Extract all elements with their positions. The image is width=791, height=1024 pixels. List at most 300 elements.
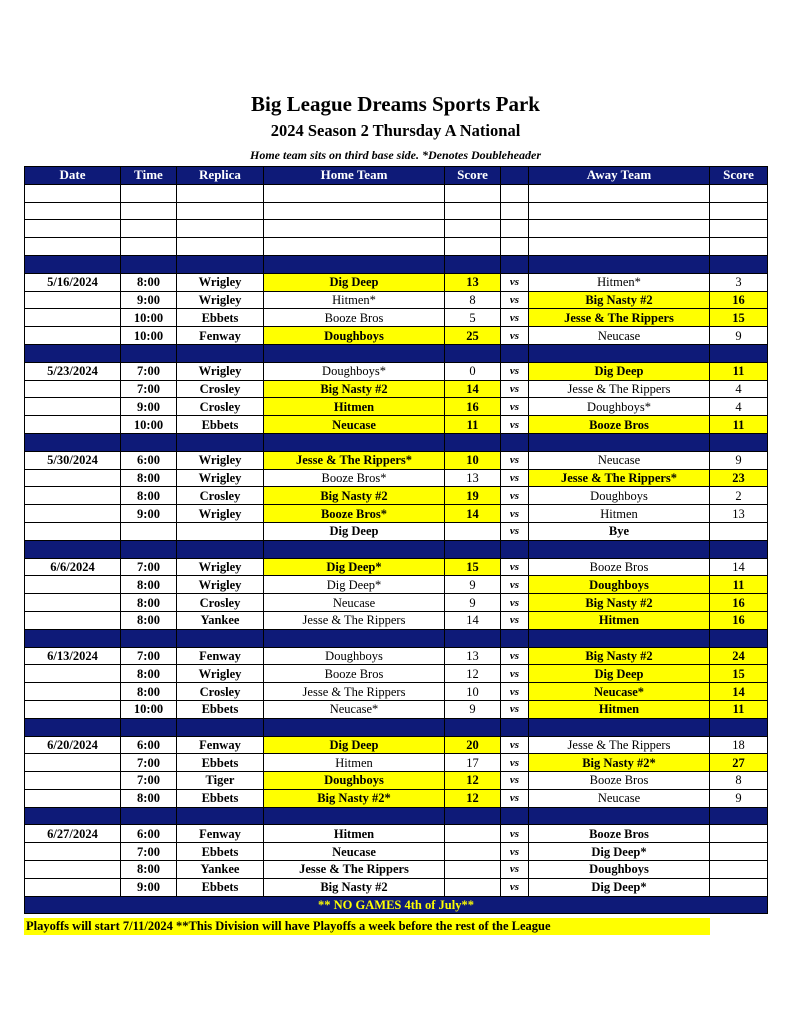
col-header-date: Date: [25, 167, 121, 185]
vs-label: vs: [501, 700, 529, 718]
game-replica: Ebbets: [177, 878, 264, 896]
vs-label: vs: [501, 789, 529, 807]
game-time: 9:00: [121, 398, 177, 416]
home-score: 13: [445, 273, 501, 291]
game-replica: Wrigley: [177, 505, 264, 523]
away-team: Dig Deep*: [529, 878, 710, 896]
home-team: Big Nasty #2: [264, 487, 445, 505]
away-score: [710, 522, 768, 540]
game-replica: Wrigley: [177, 469, 264, 487]
game-row: [25, 522, 768, 540]
away-team: Doughboys: [529, 487, 710, 505]
vs-label: vs: [501, 558, 529, 576]
separator-row: [25, 344, 768, 362]
game-date: [25, 398, 121, 416]
game-replica: Wrigley: [177, 362, 264, 380]
vs-label: vs: [501, 327, 529, 345]
home-score: 9: [445, 700, 501, 718]
home-score: 12: [445, 789, 501, 807]
game-replica: Ebbets: [177, 789, 264, 807]
away-team: Hitmen: [529, 505, 710, 523]
col-header-replica: Replica: [177, 167, 264, 185]
blank-cell: [121, 202, 177, 220]
away-score: 9: [710, 451, 768, 469]
game-row: [25, 843, 768, 861]
game-replica: Ebbets: [177, 700, 264, 718]
home-team: Booze Bros*: [264, 469, 445, 487]
blank-row: [25, 202, 768, 220]
home-score: 17: [445, 754, 501, 772]
away-score: 8: [710, 772, 768, 790]
blank-cell: [177, 220, 264, 238]
away-score: 16: [710, 611, 768, 629]
blank-cell: [529, 184, 710, 202]
blank-cell: [529, 202, 710, 220]
game-date: [25, 700, 121, 718]
blank-cell: [121, 220, 177, 238]
home-score: [445, 861, 501, 879]
game-time: 7:00: [121, 647, 177, 665]
away-score: 13: [710, 505, 768, 523]
separator-row: [25, 629, 768, 647]
game-date: [25, 754, 121, 772]
home-team: Big Nasty #2*: [264, 789, 445, 807]
game-date: 6/13/2024: [25, 647, 121, 665]
vs-label: vs: [501, 362, 529, 380]
game-row: [25, 558, 768, 576]
game-time: 8:00: [121, 576, 177, 594]
blank-cell: [529, 220, 710, 238]
home-score: 14: [445, 380, 501, 398]
game-date: [25, 416, 121, 434]
away-score: 14: [710, 558, 768, 576]
separator-cell: [529, 540, 710, 558]
blank-cell: [710, 238, 768, 256]
game-replica: Yankee: [177, 861, 264, 879]
home-team: Booze Bros: [264, 309, 445, 327]
game-date: [25, 611, 121, 629]
schedule-table: [24, 166, 768, 914]
game-date: [25, 878, 121, 896]
game-date: [25, 861, 121, 879]
col-header-home-score: Score: [445, 167, 501, 185]
away-team: Jesse & The Rippers: [529, 380, 710, 398]
away-score: 11: [710, 362, 768, 380]
game-time: 9:00: [121, 291, 177, 309]
home-score: [445, 825, 501, 843]
vs-label: vs: [501, 398, 529, 416]
home-team: Dig Deep: [264, 273, 445, 291]
game-date: [25, 522, 121, 540]
blank-cell: [177, 184, 264, 202]
game-row: [25, 772, 768, 790]
blank-cell: [501, 202, 529, 220]
blank-cell: [177, 202, 264, 220]
separator-row: [25, 807, 768, 825]
game-row: [25, 611, 768, 629]
home-team: Neucase: [264, 594, 445, 612]
separator-cell: [501, 540, 529, 558]
blank-row: [25, 220, 768, 238]
separator-cell: [445, 629, 501, 647]
game-replica: Crosley: [177, 683, 264, 701]
home-team: Jesse & The Rippers: [264, 683, 445, 701]
game-time: 10:00: [121, 309, 177, 327]
separator-cell: [25, 540, 121, 558]
col-header-home-team: Home Team: [264, 167, 445, 185]
page-note: Home team sits on third base side. *Denotes Doubleheader: [250, 148, 541, 162]
away-score: 15: [710, 309, 768, 327]
separator-cell: [529, 807, 710, 825]
separator-cell: [501, 718, 529, 736]
home-team: Hitmen: [264, 825, 445, 843]
home-team: Hitmen: [264, 754, 445, 772]
vs-label: vs: [501, 754, 529, 772]
away-score: 16: [710, 594, 768, 612]
home-team: Neucase: [264, 843, 445, 861]
game-replica: Wrigley: [177, 273, 264, 291]
separator-cell: [121, 718, 177, 736]
game-row: [25, 789, 768, 807]
game-date: [25, 380, 121, 398]
blank-cell: [501, 238, 529, 256]
away-team: Doughboys: [529, 576, 710, 594]
game-replica: Fenway: [177, 647, 264, 665]
away-team: Neucase: [529, 451, 710, 469]
game-time: 7:00: [121, 843, 177, 861]
game-replica: Crosley: [177, 380, 264, 398]
away-team: Big Nasty #2: [529, 291, 710, 309]
game-row: [25, 825, 768, 843]
separator-cell: [121, 433, 177, 451]
game-date: [25, 665, 121, 683]
away-team: Booze Bros: [529, 825, 710, 843]
blank-cell: [445, 238, 501, 256]
game-replica: [177, 522, 264, 540]
blank-cell: [264, 220, 445, 238]
separator-cell: [264, 807, 445, 825]
away-score: 11: [710, 576, 768, 594]
home-team: Doughboys: [264, 327, 445, 345]
home-team: Dig Deep*: [264, 558, 445, 576]
game-time: 8:00: [121, 487, 177, 505]
separator-cell: [529, 344, 710, 362]
game-time: [121, 522, 177, 540]
game-replica: Ebbets: [177, 843, 264, 861]
separator-cell: [501, 807, 529, 825]
no-games-note: ** NO GAMES 4th of July**: [25, 896, 768, 914]
game-date: [25, 772, 121, 790]
separator-cell: [25, 629, 121, 647]
game-time: 8:00: [121, 611, 177, 629]
home-team: Doughboys*: [264, 362, 445, 380]
separator-cell: [121, 629, 177, 647]
game-time: 6:00: [121, 736, 177, 754]
vs-label: vs: [501, 772, 529, 790]
separator-cell: [264, 255, 445, 273]
home-score: [445, 878, 501, 896]
game-replica: Wrigley: [177, 558, 264, 576]
col-header-time: Time: [121, 167, 177, 185]
vs-label: vs: [501, 487, 529, 505]
home-score: 12: [445, 665, 501, 683]
game-date: 5/16/2024: [25, 273, 121, 291]
game-replica: Fenway: [177, 327, 264, 345]
separator-cell: [264, 629, 445, 647]
separator-cell: [177, 718, 264, 736]
separator-cell: [25, 344, 121, 362]
away-score: 11: [710, 416, 768, 434]
vs-label: vs: [501, 665, 529, 683]
game-row: [25, 362, 768, 380]
vs-label: vs: [501, 683, 529, 701]
separator-cell: [710, 433, 768, 451]
game-row: [25, 309, 768, 327]
away-team: Dig Deep: [529, 362, 710, 380]
game-date: [25, 843, 121, 861]
home-score: 13: [445, 647, 501, 665]
vs-label: vs: [501, 522, 529, 540]
game-date: [25, 327, 121, 345]
game-time: 7:00: [121, 558, 177, 576]
separator-cell: [25, 433, 121, 451]
blank-row: [25, 238, 768, 256]
game-replica: Ebbets: [177, 754, 264, 772]
away-score: [710, 843, 768, 861]
no-games-row: [25, 896, 768, 914]
home-team: Dig Deep*: [264, 576, 445, 594]
separator-cell: [445, 540, 501, 558]
vs-label: vs: [501, 843, 529, 861]
game-time: 8:00: [121, 789, 177, 807]
blank-cell: [121, 184, 177, 202]
away-team: Bye: [529, 522, 710, 540]
separator-cell: [264, 433, 445, 451]
game-replica: Fenway: [177, 736, 264, 754]
away-team: Neucase: [529, 789, 710, 807]
away-score: 23: [710, 469, 768, 487]
away-score: 14: [710, 683, 768, 701]
separator-cell: [121, 255, 177, 273]
away-score: 4: [710, 380, 768, 398]
game-time: 8:00: [121, 469, 177, 487]
home-score: 15: [445, 558, 501, 576]
home-team: Jesse & The Rippers: [264, 611, 445, 629]
col-header-away-score: Score: [710, 167, 768, 185]
game-replica: Ebbets: [177, 416, 264, 434]
game-time: 8:00: [121, 861, 177, 879]
home-team: Jesse & The Rippers*: [264, 451, 445, 469]
separator-cell: [710, 344, 768, 362]
game-time: 7:00: [121, 362, 177, 380]
game-date: [25, 594, 121, 612]
home-score: 10: [445, 451, 501, 469]
separator-cell: [121, 540, 177, 558]
blank-cell: [121, 238, 177, 256]
separator-cell: [121, 807, 177, 825]
away-team: Jesse & The Rippers*: [529, 469, 710, 487]
playoffs-note: Playoffs will start 7/11/2024 **This Division will have Playoffs a week before the rest of the League: [24, 918, 710, 935]
blank-cell: [177, 238, 264, 256]
vs-label: vs: [501, 611, 529, 629]
home-team: Big Nasty #2: [264, 380, 445, 398]
vs-label: vs: [501, 576, 529, 594]
separator-cell: [25, 718, 121, 736]
home-team: Hitmen*: [264, 291, 445, 309]
separator-cell: [529, 718, 710, 736]
game-replica: Wrigley: [177, 665, 264, 683]
away-team: Booze Bros: [529, 772, 710, 790]
vs-label: vs: [501, 594, 529, 612]
game-time: 8:00: [121, 665, 177, 683]
game-date: 6/20/2024: [25, 736, 121, 754]
away-score: 11: [710, 700, 768, 718]
separator-cell: [445, 255, 501, 273]
game-row: [25, 878, 768, 896]
vs-label: vs: [501, 273, 529, 291]
game-replica: Crosley: [177, 487, 264, 505]
game-date: [25, 576, 121, 594]
blank-cell: [710, 220, 768, 238]
home-score: 25: [445, 327, 501, 345]
game-row: [25, 469, 768, 487]
home-team: Dig Deep: [264, 736, 445, 754]
game-row: [25, 291, 768, 309]
separator-cell: [529, 629, 710, 647]
separator-cell: [501, 255, 529, 273]
separator-cell: [177, 540, 264, 558]
game-replica: Tiger: [177, 772, 264, 790]
home-team: Neucase*: [264, 700, 445, 718]
game-time: 10:00: [121, 327, 177, 345]
game-row: [25, 576, 768, 594]
separator-cell: [177, 433, 264, 451]
separator-cell: [445, 344, 501, 362]
game-time: 7:00: [121, 754, 177, 772]
game-date: [25, 469, 121, 487]
home-team: Neucase: [264, 416, 445, 434]
separator-cell: [501, 433, 529, 451]
separator-row: [25, 433, 768, 451]
home-team: Doughboys: [264, 647, 445, 665]
game-time: 6:00: [121, 825, 177, 843]
vs-label: vs: [501, 736, 529, 754]
blank-cell: [25, 184, 121, 202]
game-row: [25, 380, 768, 398]
game-date: [25, 487, 121, 505]
game-replica: Wrigley: [177, 576, 264, 594]
game-time: 7:00: [121, 380, 177, 398]
away-team: Dig Deep: [529, 665, 710, 683]
game-row: [25, 647, 768, 665]
home-team: Booze Bros: [264, 665, 445, 683]
home-score: [445, 843, 501, 861]
game-row: [25, 700, 768, 718]
separator-cell: [529, 433, 710, 451]
separator-cell: [501, 629, 529, 647]
away-score: [710, 825, 768, 843]
separator-cell: [121, 344, 177, 362]
blank-cell: [25, 220, 121, 238]
away-score: 4: [710, 398, 768, 416]
blank-cell: [25, 238, 121, 256]
game-date: [25, 789, 121, 807]
blank-cell: [710, 202, 768, 220]
away-team: Jesse & The Rippers: [529, 309, 710, 327]
separator-cell: [445, 718, 501, 736]
home-score: 0: [445, 362, 501, 380]
away-team: Big Nasty #2*: [529, 754, 710, 772]
game-time: 9:00: [121, 878, 177, 896]
blank-cell: [264, 238, 445, 256]
separator-row: [25, 255, 768, 273]
home-team: Doughboys: [264, 772, 445, 790]
away-score: 24: [710, 647, 768, 665]
away-team: Jesse & The Rippers: [529, 736, 710, 754]
separator-cell: [177, 807, 264, 825]
vs-label: vs: [501, 380, 529, 398]
away-team: Dig Deep*: [529, 843, 710, 861]
game-date: [25, 683, 121, 701]
header-row: [25, 167, 768, 185]
blank-cell: [25, 202, 121, 220]
vs-label: vs: [501, 451, 529, 469]
game-row: [25, 416, 768, 434]
away-score: 3: [710, 273, 768, 291]
away-score: 15: [710, 665, 768, 683]
game-replica: Crosley: [177, 594, 264, 612]
separator-cell: [25, 255, 121, 273]
home-score: 14: [445, 505, 501, 523]
home-score: [445, 522, 501, 540]
home-team: Dig Deep: [264, 522, 445, 540]
home-score: 19: [445, 487, 501, 505]
col-header-away-team: Away Team: [529, 167, 710, 185]
away-team: Big Nasty #2: [529, 647, 710, 665]
home-team: Booze Bros*: [264, 505, 445, 523]
blank-row: [25, 184, 768, 202]
game-row: [25, 594, 768, 612]
game-row: [25, 736, 768, 754]
vs-label: vs: [501, 861, 529, 879]
blank-cell: [445, 202, 501, 220]
game-time: 7:00: [121, 772, 177, 790]
away-score: [710, 878, 768, 896]
home-team: Big Nasty #2: [264, 878, 445, 896]
game-time: 8:00: [121, 683, 177, 701]
separator-cell: [710, 540, 768, 558]
game-date: [25, 291, 121, 309]
game-replica: Fenway: [177, 825, 264, 843]
game-time: 8:00: [121, 273, 177, 291]
away-team: Hitmen*: [529, 273, 710, 291]
page-subtitle: 2024 Season 2 Thursday A National: [270, 121, 521, 140]
game-time: 10:00: [121, 416, 177, 434]
game-row: [25, 273, 768, 291]
vs-label: vs: [501, 416, 529, 434]
home-score: 8: [445, 291, 501, 309]
separator-cell: [710, 629, 768, 647]
blank-cell: [501, 184, 529, 202]
away-team: Booze Bros: [529, 558, 710, 576]
blank-cell: [264, 184, 445, 202]
blank-cell: [501, 220, 529, 238]
vs-label: vs: [501, 469, 529, 487]
game-row: [25, 754, 768, 772]
home-score: 9: [445, 594, 501, 612]
separator-cell: [177, 629, 264, 647]
home-score: 10: [445, 683, 501, 701]
